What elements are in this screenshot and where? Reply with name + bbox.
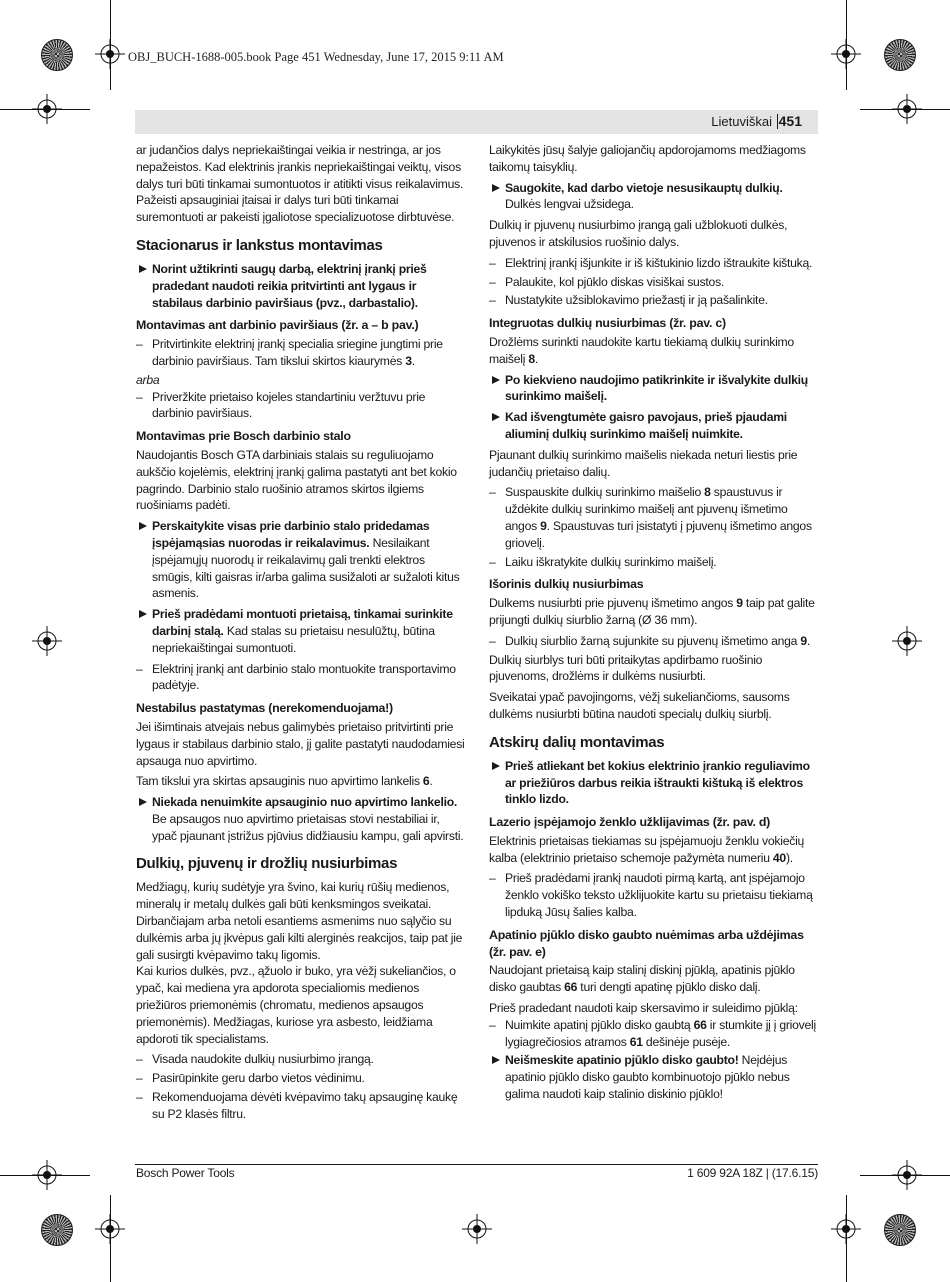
footer-rule bbox=[135, 1164, 818, 1165]
dash-item: – Nustatykite užsiblokavimo priežastį ir ją pašalinkite. bbox=[489, 292, 819, 309]
trim-line bbox=[110, 1195, 111, 1282]
text: spaustuvus ir uždėkite dulkių surinkimo maišelį ant pjuvenų išmetimo angos bbox=[505, 485, 788, 533]
text: . bbox=[411, 353, 415, 368]
text: . bbox=[806, 633, 811, 648]
text: Drožlėms surinkti naudokite kartu tiekiamą dulkių surinkimo maišelį bbox=[489, 334, 794, 366]
registration-mark-icon bbox=[462, 1214, 492, 1244]
part-number: 40 bbox=[772, 850, 786, 865]
trim-line bbox=[846, 0, 847, 90]
warning-bullet: Kad išvengtumėte gaisro pavojaus, prieš pjaudami aliuminį dulkių surinkimo maišelį nuimkite. bbox=[489, 409, 819, 443]
part-number: 61 bbox=[629, 1034, 643, 1049]
part-number: 9 bbox=[736, 596, 743, 611]
text: ). bbox=[785, 850, 793, 865]
paragraph: Jei išimtinais atvejais nebus galimybės prietaiso pritvirtinti prie lygaus ir stabilaus darbinio stalo, jį galite pastatyti naudodamiesi apsauga nuo apvirtimo. bbox=[136, 719, 465, 768]
subsection-heading: Apatinio pjūklo disko gaubto nuėmimas arba uždėjimas (žr. pav. e) bbox=[489, 927, 804, 959]
bold-text: Perskaitykite visas prie darbinio stalo pridedamas įspėjamąsias nuorodas ir reikalavimus. bbox=[152, 519, 430, 550]
registration-mark-icon bbox=[32, 626, 62, 656]
trim-line bbox=[0, 1175, 90, 1176]
section-heading: Stacionarus ir lankstus montavimas bbox=[136, 236, 383, 254]
bold-text: Neišmeskite apatinio pjūklo disko gaubto! bbox=[505, 1053, 739, 1068]
text: ir stumkite jį į griovelį lygiagrečiosios atramos bbox=[505, 1017, 816, 1049]
text: taip pat galite prijungti dulkių siurblio žarną (Ø 36 mm). bbox=[489, 596, 815, 627]
trim-line bbox=[0, 109, 90, 110]
paragraph: Pažeisti apsauginiai įtaisai ir dalys turi būti tinkamai suremontuoti ar pakeisti įgaliotose specializuotose dirbtuvėse. bbox=[136, 193, 455, 225]
text: Kad stalas su prietaisu nesulūžtų, būtina nepriekaištingai sumontuoti. bbox=[152, 623, 435, 655]
left-column bbox=[136, 142, 466, 1125]
footer-brand: Bosch Power Tools bbox=[136, 1166, 235, 1180]
paragraph: Dulkių siurblys turi būti pritaikytas apdirbamo ruošinio pjuvenoms, drožlėms ir dulkėms nusiurbti. bbox=[489, 652, 763, 684]
subsection-heading: Išorinis dulkių nusiurbimas bbox=[489, 577, 644, 592]
warning-bullet bbox=[136, 518, 466, 602]
dash-item: – Palaukite, kol pjūklo diskas visiškai sustos. bbox=[489, 274, 819, 291]
part-number: 3 bbox=[405, 353, 412, 368]
text: Nuimkite apatinį pjūklo disko gaubtą bbox=[505, 1017, 694, 1032]
paragraph: Prieš pradedant naudoti kaip skersavimo ir suleidimo pjūklą: bbox=[489, 1001, 798, 1016]
warning-bullet bbox=[136, 794, 466, 844]
paragraph bbox=[489, 595, 819, 629]
dash-item: – Priveržkite prietaiso kojeles standartiniu veržtuvu prie darbinio paviršiaus. bbox=[136, 389, 466, 423]
paragraph: Medžiagų, kurių sudėtyje yra švino, kai kurių rūšių medienos, mineralų ir metalų dulkės gali būti kenksmingos sveikatai. Dirbančiajam arba netoli esantiems asmenims nuo sąlyčio su dulkėmis arba jų įkvėpus gali kilti alerginės reakcijos, taip pat jie gali susirgti kvėpavimo takų ligomis. bbox=[136, 880, 463, 962]
part-number: 8 bbox=[704, 485, 711, 500]
text: Be apsaugos nuo apvirtimo prietaisas stovi nestabiliai ir, ypač pjaunant įstrižus pjūvius didžiausiu kampu, gali apvirsti. bbox=[152, 811, 464, 843]
text: Suspauskite dulkių surinkimo maišelio bbox=[505, 485, 705, 500]
dash-item: – Elektrinį įrankį ant darbinio stalo montuokite transportavimo padėtyje. bbox=[136, 661, 466, 695]
paragraph: Laikykitės jūsų šalyje galiojančių apdorojamoms medžiagoms taikomų taisyklių. bbox=[489, 143, 806, 174]
bold-text: Prieš pradėdami montuoti prietaisą, tinkamai surinkite darbinį stalą. bbox=[152, 607, 453, 638]
bold-text: Niekada nenuimkite apsauginio nuo apvirtimo lankelio. bbox=[152, 795, 458, 810]
paragraph bbox=[489, 962, 819, 996]
text: Elektrinis prietaisas tiekiamas su įspėjamuoju ženklu vokiečių kalba (elektrinio prietaiso schemoje pažymėta numeriu bbox=[489, 833, 805, 865]
part-number: 66 bbox=[693, 1017, 707, 1032]
paragraph: ar judančios dalys nepriekaištingai veikia ir nestringa, ar jos nepažeistos. Kad elektrinis įrankis nepriekaištingai veiktų, visos dalys turi būti tinkamai sumontuotos ir atitikti visus reikalavimus. bbox=[136, 143, 464, 191]
print-slug: OBJ_BUCH-1688-005.book Page 451 Wednesday, June 17, 2015 9:11 AM bbox=[128, 50, 504, 64]
part-number: 66 bbox=[564, 980, 578, 995]
paragraph: Pjaunant dulkių surinkimo maišelis niekada neturi liestis prie judančių prietaiso dalių. bbox=[489, 447, 798, 479]
warning-bullet: Prieš atliekant bet kokius elektrinio įrankio reguliavimo ar priežiūros darbus reikia ištraukti kištuką iš elektros tinklo lizdo. bbox=[489, 758, 819, 808]
text: Naudojant prietaisą kaip stalinį diskinį pjūklą, apatinis pjūklo disko gaubtas bbox=[489, 963, 795, 995]
section-heading: Atskirų dalių montavimas bbox=[489, 733, 665, 751]
color-rosette-icon bbox=[41, 39, 73, 71]
right-column bbox=[489, 142, 819, 1107]
warning-bullet bbox=[489, 180, 819, 214]
paragraph bbox=[489, 833, 819, 867]
dash-item: – Elektrinį įrankį išjunkite ir iš kištukinio lizdo ištraukite kištuką. bbox=[489, 255, 819, 272]
warning-bullet: Norint užtikrinti saugų darbą, elektrinį įrankį prieš pradedant naudoti reikia pritvirtinti ant lygaus ir stabilaus darbinio paviršiaus (pvz., darbastalio). bbox=[136, 261, 466, 311]
text: . bbox=[429, 774, 433, 789]
subsection-heading: Integruotas dulkių nusiurbimas (žr. pav. c) bbox=[489, 316, 726, 331]
text: Neįdėjus apatinio pjūklo disko gaubto kombinuotojo pjūklo nebus galima naudoti kaip stalinio diskinio pjūklo! bbox=[505, 1053, 790, 1102]
trim-line bbox=[860, 1175, 950, 1176]
text: turi dengti apatinę pjūklo disko dalį. bbox=[577, 980, 761, 995]
text: Dulkių siurblio žarną sujunkite su pjuvenų išmetimo anga bbox=[505, 633, 801, 648]
dash-item: – Laiku iškratykite dulkių surinkimo maišelį. bbox=[489, 554, 819, 571]
subsection-heading: Lazerio įspėjamojo ženklo užklijavimas (žr. pav. d) bbox=[489, 815, 771, 830]
footer-code: 1 609 92A 18Z | (17.6.15) bbox=[687, 1166, 818, 1180]
trim-line bbox=[110, 0, 111, 90]
dash-item bbox=[489, 633, 819, 650]
warning-bullet: Po kiekvieno naudojimo patikrinkite ir išvalykite dulkių surinkimo maišelį. bbox=[489, 372, 819, 406]
paragraph: Sveikatai ypač pavojingoms, vėžį sukeliančioms, sausoms dulkėms nusiurbti būtina naudoti specialų dulkių siurblį. bbox=[489, 690, 790, 721]
warning-bullet bbox=[489, 1052, 819, 1102]
dash-item: – Pasirūpinkite geru darbo vietos vėdinimu. bbox=[136, 1070, 466, 1087]
subsection-heading: Nestabilus pastatymas (nerekomenduojama!) bbox=[136, 701, 393, 716]
warning-bullet bbox=[136, 606, 466, 656]
dash-item bbox=[489, 484, 819, 551]
text: Pritvirtinkite elektrinį įrankį specialia sriegine jungtimi prie darbinio paviršiaus. Tam tikslui skirtos kiaurymės bbox=[152, 337, 443, 368]
paragraph bbox=[136, 773, 466, 790]
subsection-heading: Montavimas ant darbinio paviršiaus (žr. a – b pav.) bbox=[136, 318, 419, 333]
page-number: 451 bbox=[778, 113, 802, 129]
trim-line bbox=[860, 109, 950, 110]
dash-item: – Rekomenduojama dėvėti kvėpavimo takų apsauginę kaukę su P2 klasės filtru. bbox=[136, 1089, 466, 1123]
color-rosette-icon bbox=[884, 39, 916, 71]
part-number: 9 bbox=[800, 633, 807, 648]
text: . Spaustuvas turi įsistatyti į pjuvenų išmetimo angos griovelį. bbox=[505, 518, 812, 550]
paragraph: Dulkių ir pjuvenų nusiurbimo įrangą gali užblokuoti dulkės, pjuvenos ir atskilusios ruošinio dalys. bbox=[489, 218, 788, 249]
text: Dulkems nusiurbti prie pjuvenų išmetimo angos bbox=[489, 596, 737, 611]
section-heading: Dulkių, pjuvenų ir drožlių nusiurbimas bbox=[136, 855, 398, 873]
registration-mark-icon bbox=[892, 626, 922, 656]
text: Dulkės lengvai užsidega. bbox=[505, 197, 634, 212]
trim-line bbox=[846, 1195, 847, 1282]
dash-item bbox=[136, 336, 466, 370]
dash-item: – Prieš pradėdami įrankį naudoti pirmą kartą, ant įspėjamojo ženklo vokiško teksto užklijuokite kartu su prietaisu tiekiamą lipduką Jūsų šalies kalba. bbox=[489, 870, 819, 920]
subsection-heading: Montavimas prie Bosch darbinio stalo bbox=[136, 429, 351, 444]
or-label: arba bbox=[136, 372, 160, 387]
text: dešinėje pusėje. bbox=[642, 1034, 731, 1049]
color-rosette-icon bbox=[884, 1214, 916, 1246]
bold-text: Saugokite, kad darbo vietoje nesusikauptų dulkių. bbox=[505, 180, 783, 195]
header-language: Lietuviškai bbox=[711, 114, 772, 129]
paragraph bbox=[489, 334, 819, 368]
part-number: 6 bbox=[422, 774, 430, 789]
part-number: 8 bbox=[528, 351, 535, 366]
paragraph: Naudojantis Bosch GTA darbiniais stalais su reguliuojamo aukščio kojelėmis, elektrinį įrankį galima pastatyti ant bet kokio pagrindo. Darbinio stalo ruošinio atramos skirtos ilgiems ruošiniams padėti. bbox=[136, 447, 457, 513]
paragraph: Kai kurios dulkės, pvz., ąžuolo ir buko, yra vėžį sukeliančios, o ypač, kai mediena yra apdorota specialiomis medienos priežiūros priemonėmis (chromatu, medienos apsaugos priemonėmis). Medžiagas, kuriose yra asbesto, leidžiama apdoroti tik specialistams. bbox=[136, 964, 456, 1046]
text: Tam tikslui yra skirtas apsauginis nuo apvirtimo lankelis bbox=[136, 774, 423, 789]
text: Nesilaikant įspėjamųjų nuorodų ir reikalavimų gali trenkti elektros smūgis, kilti gaisras ir/arba galima susižaloti ar sužaloti kitus asmenis. bbox=[152, 535, 460, 601]
page-header bbox=[135, 110, 818, 134]
dash-item bbox=[489, 1017, 819, 1051]
part-number: 9 bbox=[540, 518, 547, 533]
text: . bbox=[534, 351, 538, 366]
color-rosette-icon bbox=[41, 1214, 73, 1246]
dash-item: – Visada naudokite dulkių nusiurbimo įrangą. bbox=[136, 1051, 466, 1068]
